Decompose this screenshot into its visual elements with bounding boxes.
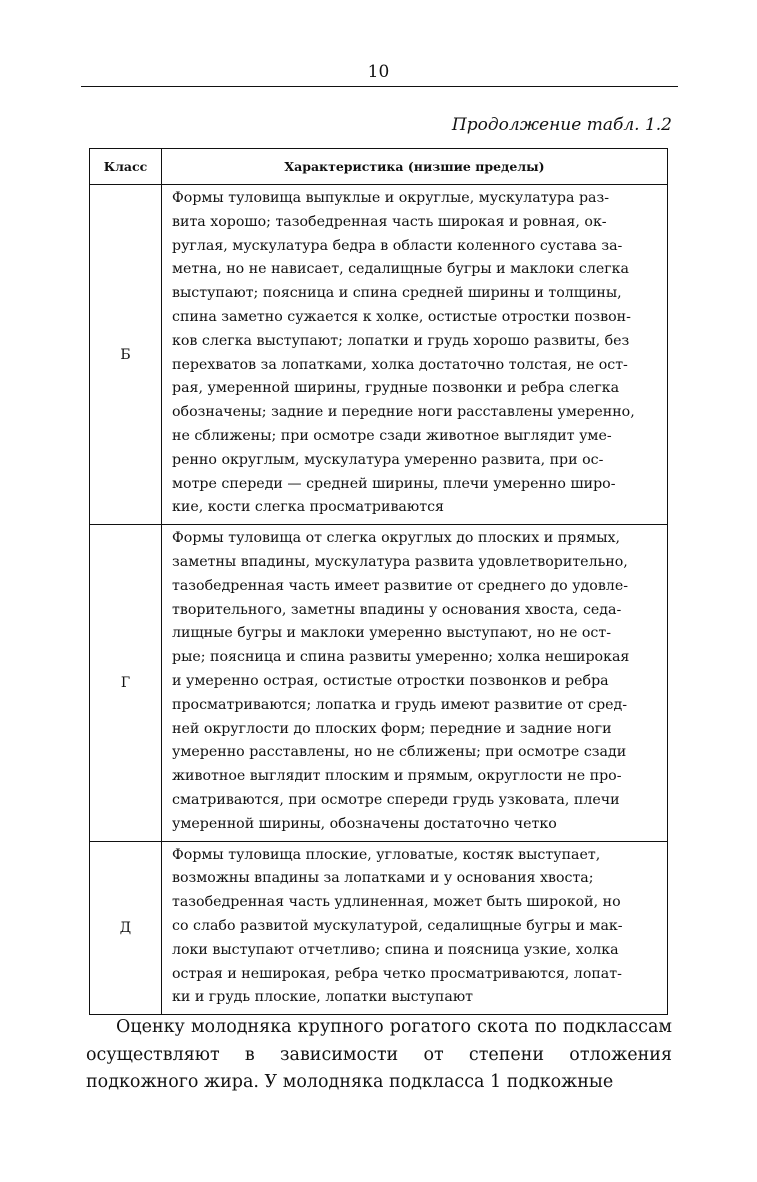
class-cell: Б (90, 185, 162, 525)
classification-table (89, 148, 668, 1015)
table-row-g (90, 525, 668, 841)
table-caption: Продолжение табл. 1.2 (451, 115, 672, 135)
table-row-b (90, 185, 668, 525)
header-rule (81, 86, 678, 87)
description-cell (162, 525, 668, 841)
class-cell: Д (90, 841, 162, 1015)
body-paragraph: Оценку молодняка крупного рогатого скота по подклассам осуществляют в зависимости от степени отложения подкожного жира. У молодняка подкласса 1 подкожные (86, 1017, 672, 1092)
class-cell: Г (90, 525, 162, 841)
table-header-row (90, 149, 668, 185)
table-row-d (90, 841, 668, 1015)
description-cell (162, 841, 668, 1015)
description-text: Формы туловища от слегка округлых до плоских и прямых, заметны впадины, мускулатура развита удовлетворительно, тазобедренная часть имеет развитие от среднего до удовле- творительного, заметны впадины у основания хвоста, седа- лищные бугры и маклоки умеренно выступают, но не ост- рые; поясница и спина развиты умеренно; холка неширокая и умеренно острая, остистые отростки позвонков и ребра просматриваются; лопатка и грудь имеют развитие от сред- ней округлости до плоских форм; передние и задние ноги умеренно расставлены, но не сближены; при осмотре сзади животное выглядит плоским и прямым, округлости не про- сматриваются, при осмотре спереди грудь узковата, плечи умеренной ширины, обозначены достаточно четко (172, 530, 630, 832)
header-class: Класс (90, 149, 162, 185)
header-characteristic: Характеристика (низшие пределы) (162, 149, 668, 185)
description-text: Формы туловища плоские, угловатые, костяк выступает, возможны впадины за лопатками и у основания хвоста; тазобедренная часть удлиненная, может быть широкой, но со слабо развитой мускулатурой, седалищные бугры и мак- локи выступают отчетливо; спина и поясница узкие, холка острая и неширокая, ребра четко просматриваются, лопат- ки и грудь плоские, лопатки выступают (172, 846, 623, 1006)
description-cell (162, 185, 668, 525)
description-text: Формы туловища выпуклые и округлые, мускулатура раз- вита хорошо; тазобедренная часть широкая и ровная, ок- руглая, мускулатура бедра в области коленного сустава за- метна, но не нависает, седалищные бугры и маклоки слегка выступают; поясница и спина средней ширины и толщины, спина заметно сужается к холке, остистые отростки позвон- ков слегка выступают; лопатки и грудь хорошо развиты, без перехватов за лопатками, холка достаточно толстая, не ост- рая, умеренной ширины, грудные позвонки и ребра слегка обозначены; задние и передние ноги расставлены умеренно, не сближены; при осмотре сзади животное выглядит уме- ренно округлым, мускулатура умеренно развита, при ос- мотре спереди — средней ширины, плечи умеренно широ- кие, кости слегка просматриваются (172, 190, 635, 516)
page-number: 10 (367, 62, 390, 82)
